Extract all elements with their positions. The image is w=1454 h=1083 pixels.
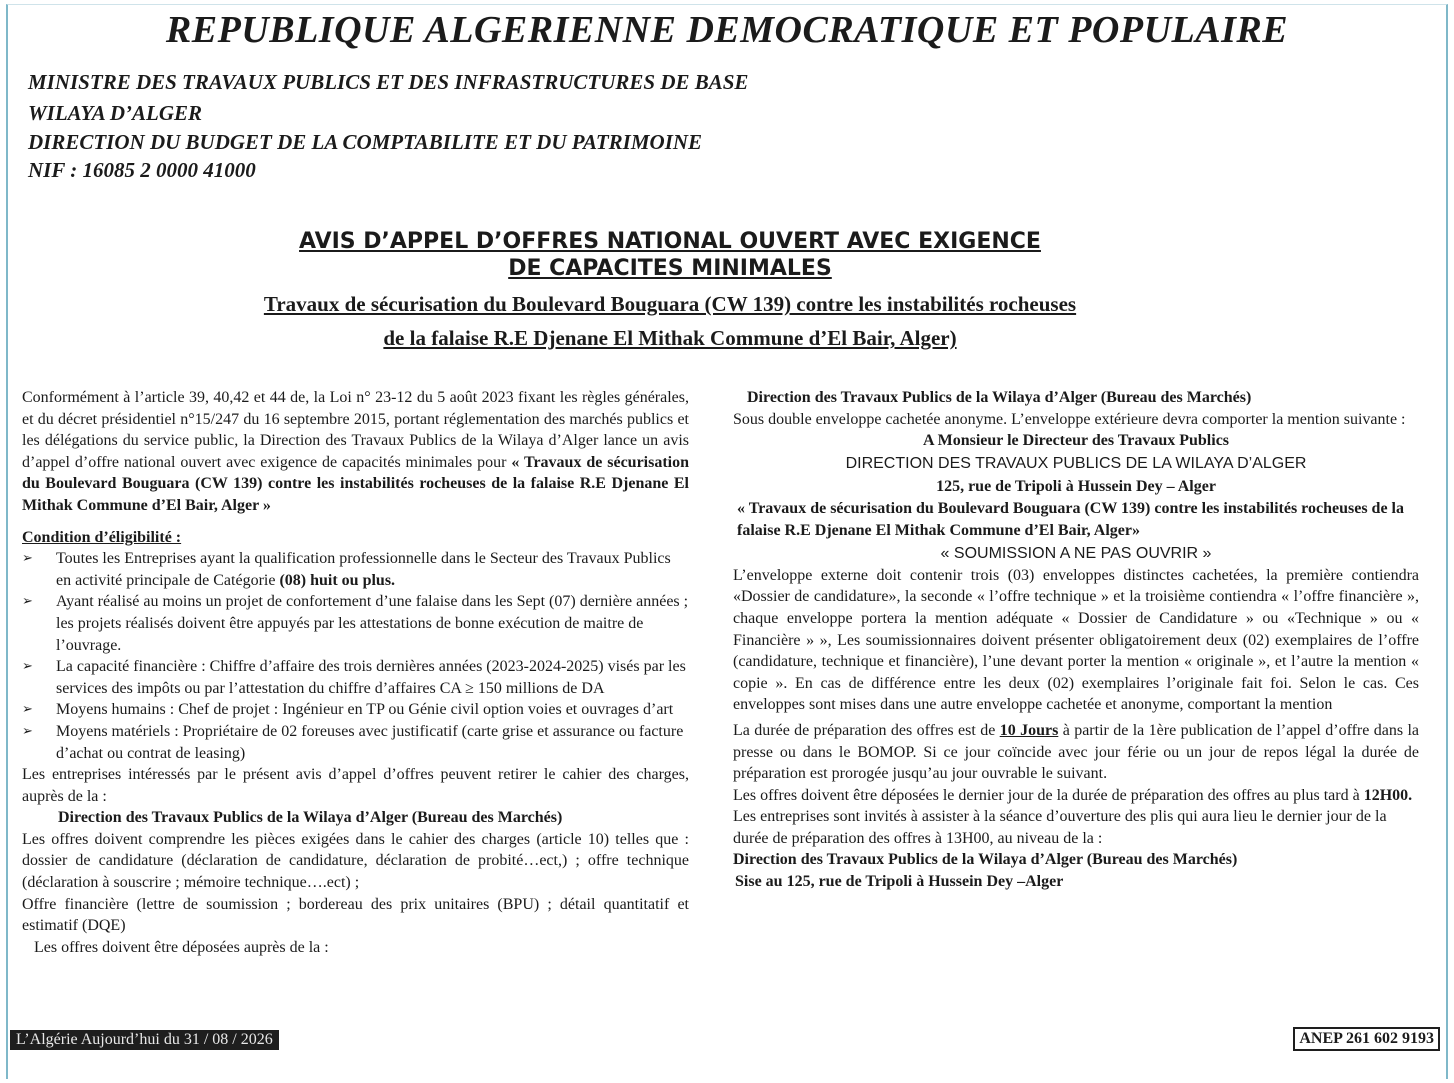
notice-title-line1: AVIS D’APPEL D’OFFRES NATIONAL OUVERT AVEC EXIGENCE (299, 229, 1041, 254)
address-line: 125, rue de Tripoli à Hussein Dey – Alger (936, 478, 1216, 496)
direction-caps: DIRECTION DES TRAVAUX PUBLICS DE LA WILAYA D’ALGER (845, 454, 1307, 472)
eligibility-item: ➢ Moyens matériels : Propriétaire de 02 foreuses avec justificatif (carte grise et assurance ou facture d’achat ou contrat de leasing) (22, 722, 684, 762)
arrow-bullet-icon: ➢ (22, 723, 33, 739)
publication-stamp: L’Algérie Aujourd’hui du 31 / 08 / 2026 (10, 1030, 279, 1050)
duration-paragraph: La durée de préparation des offres est de 10 Jours à partir de la 1ère publication de l’appel d’offre dans la presse ou dans le BOMOP. Si ce jour coïncide avec jour férie ou un jour de repos légal la durée de préparation est prorogée jusqu’au jour ouvrable le suivant. (733, 721, 1420, 783)
eligibility-title: Condition d’éligibilité : (22, 528, 182, 546)
documents-paragraph: Les offres doivent comprendre les pièces exigées dans le cahier des charges (article 10) telles que : dossier de candidature (déclaration de candidature, déclaration de probité…ect,) ; offre technique (déclaration à souscrire ; mémoire technique….ect) ; (22, 830, 689, 892)
do-not-open-label: « SOUMISSION A NE PAS OUVRIR » (940, 545, 1212, 563)
left-column (22, 387, 689, 958)
submit-location-text: Les offres doivent être déposées auprès de la : (34, 938, 329, 956)
financial-offer-paragraph: Offre financière (lettre de soumission ; bordereau des prix unitaires (BPU) ; détail quantitatif et estimatif (DQE) (22, 895, 689, 935)
wilaya-line: WILAYA D’ALGER (28, 101, 203, 125)
dtp-address-line: Sise au 125, rue de Tripoli à Hussein Dey –Alger (735, 873, 1064, 891)
eligibility-item: ➢ Toutes les Entreprises ayant la qualification professionnelle dans le Secteur des Travaux Publics en activité principale de Catégorie (08) huit ou plus. (22, 550, 671, 589)
inner-envelopes-paragraph: L’enveloppe externe doit contenir trois (03) enveloppes distinctes cachetées, la première contiendra «Dossier de candidature», la seconde « l’offre technique » et la troisième contiendra « l’offre financière », chaque enveloppe portera la mention adéquate « Dossier de Candidature » ou «Technique » ou « Financière » », Les soumissionnaires doivent présenter obligatoirement deux (02) exemplaires de l’offre (candidature, technique et financière), l’une devant porter la mention « originale », et l’autre la mention « copie ». En cas de différence entre les deux (02) exemplaires l’originale fait foi. Selon le cas. Ces enveloppes sont mises dans une autre enveloppe cachetée et anonyme, comportant la mention (733, 566, 1419, 714)
project-object: « Travaux de sécurisation du Boulevard Bouguara (CW 139) contre les instabilités rocheuses de la falaise R.E Djenane El Mithak Commune d’El Bair, Alger» (737, 499, 1404, 539)
intro-paragraph: Conformément à l’article 39, 40,42 et 44 de, la Loi n° 23-12 du 5 août 2023 fixant les règles générales, et du décret présidentiel n°15/247 du 16 septembre 2015, portant réglementation des marchés publics et les délégations du service public, la Direction des Travaux Publics de la Wilaya d’Alger lance un avis d’appel d’offre national ouvert avec exigence de capacités minimales pour « Travaux de sécurisation du Boulevard Bouguara (CW 139) contre les instabilités rocheuses de la falaise R.E Djenane El Mithak Commune d’El Bair, Alger » (22, 389, 690, 514)
addressee: A Monsieur le Directeur des Travaux Publics (922, 432, 1230, 450)
arrow-bullet-icon: ➢ (22, 551, 33, 567)
dtp-header: Direction des Travaux Publics de la Wilaya d’Alger (Bureau des Marchés) (747, 389, 1252, 406)
opening-time-text: durée de préparation des offres à 13H00, au niveau de la : (733, 829, 1103, 847)
eligibility-item: ➢ La capacité financière : Chiffre d’affaire des trois dernières années (2023-2024-2025) visés par les services des impôts ou par l’attestation du chiffre d’affaires CA ≥ 150 millions de DA (22, 658, 686, 697)
opening-paragraph: Les entreprises sont invités à assister à la séance d’ouverture des plis qui aura lieu le dernier jour de la (733, 808, 1387, 826)
arrow-bullet-icon: ➢ (22, 702, 33, 718)
right-column (733, 387, 1419, 893)
dtp-footer: Direction des Travaux Publics de la Wilaya d’Alger (Bureau des Marchés) (733, 851, 1238, 869)
dtp-address: Direction des Travaux Publics de la Wilaya d’Alger (Bureau des Marchés) (58, 809, 563, 827)
eligibility-item: ➢ Moyens humains : Chef de projet : Ingénieur en TP ou Génie civil option voies et ouvrages d’art (22, 699, 689, 721)
notice-title (0, 228, 1340, 282)
notice-subtitle-2: de la falaise R.E Djenane El Mithak Commune d’El Bair, Alger) (383, 326, 957, 350)
direction-line: DIRECTION DU BUDGET DE LA COMPTABILITE ET DU PATRIMOINE (28, 130, 703, 154)
envelope-paragraph: Sous double enveloppe cachetée anonyme. L’enveloppe extérieure devra comporter la mention suivante : (733, 410, 1406, 428)
anep-reference: ANEP 261 602 9193 (1293, 1027, 1440, 1051)
arrow-bullet-icon: ➢ (22, 594, 33, 610)
republic-title: REPUBLIQUE ALGERIENNE DEMOCRATIQUE ET POPULAIRE (165, 9, 1289, 51)
eligibility-item: ➢ Ayant réalisé au moins un projet de confortement d’une falaise dans les Sept (07) dernière années ; les projets réalisés doivent être appuyés par les attestations de bonne exécution de maitre de l’ouvrage. (22, 593, 689, 654)
deadline-paragraph: Les offres doivent être déposées le dernier jour de la durée de préparation des offres au plus tard à 12H00. (733, 786, 1413, 804)
nif-line: NIF : 16085 2 0000 41000 (28, 158, 256, 182)
retrieve-paragraph: Les entreprises intéressés par le présent avis d’appel d’offres peuvent retirer le cahier des charges, auprès de la : (22, 766, 689, 805)
ministry-line: MINISTRE DES TRAVAUX PUBLICS ET DES INFRASTRUCTURES DE BASE (28, 70, 749, 94)
notice-title-line2: DE CAPACITES MINIMALES (508, 256, 832, 281)
notice-subtitle-1: Travaux de sécurisation du Boulevard Bouguara (CW 139) contre les instabilités rocheuses (263, 292, 1077, 316)
arrow-bullet-icon: ➢ (22, 659, 33, 675)
